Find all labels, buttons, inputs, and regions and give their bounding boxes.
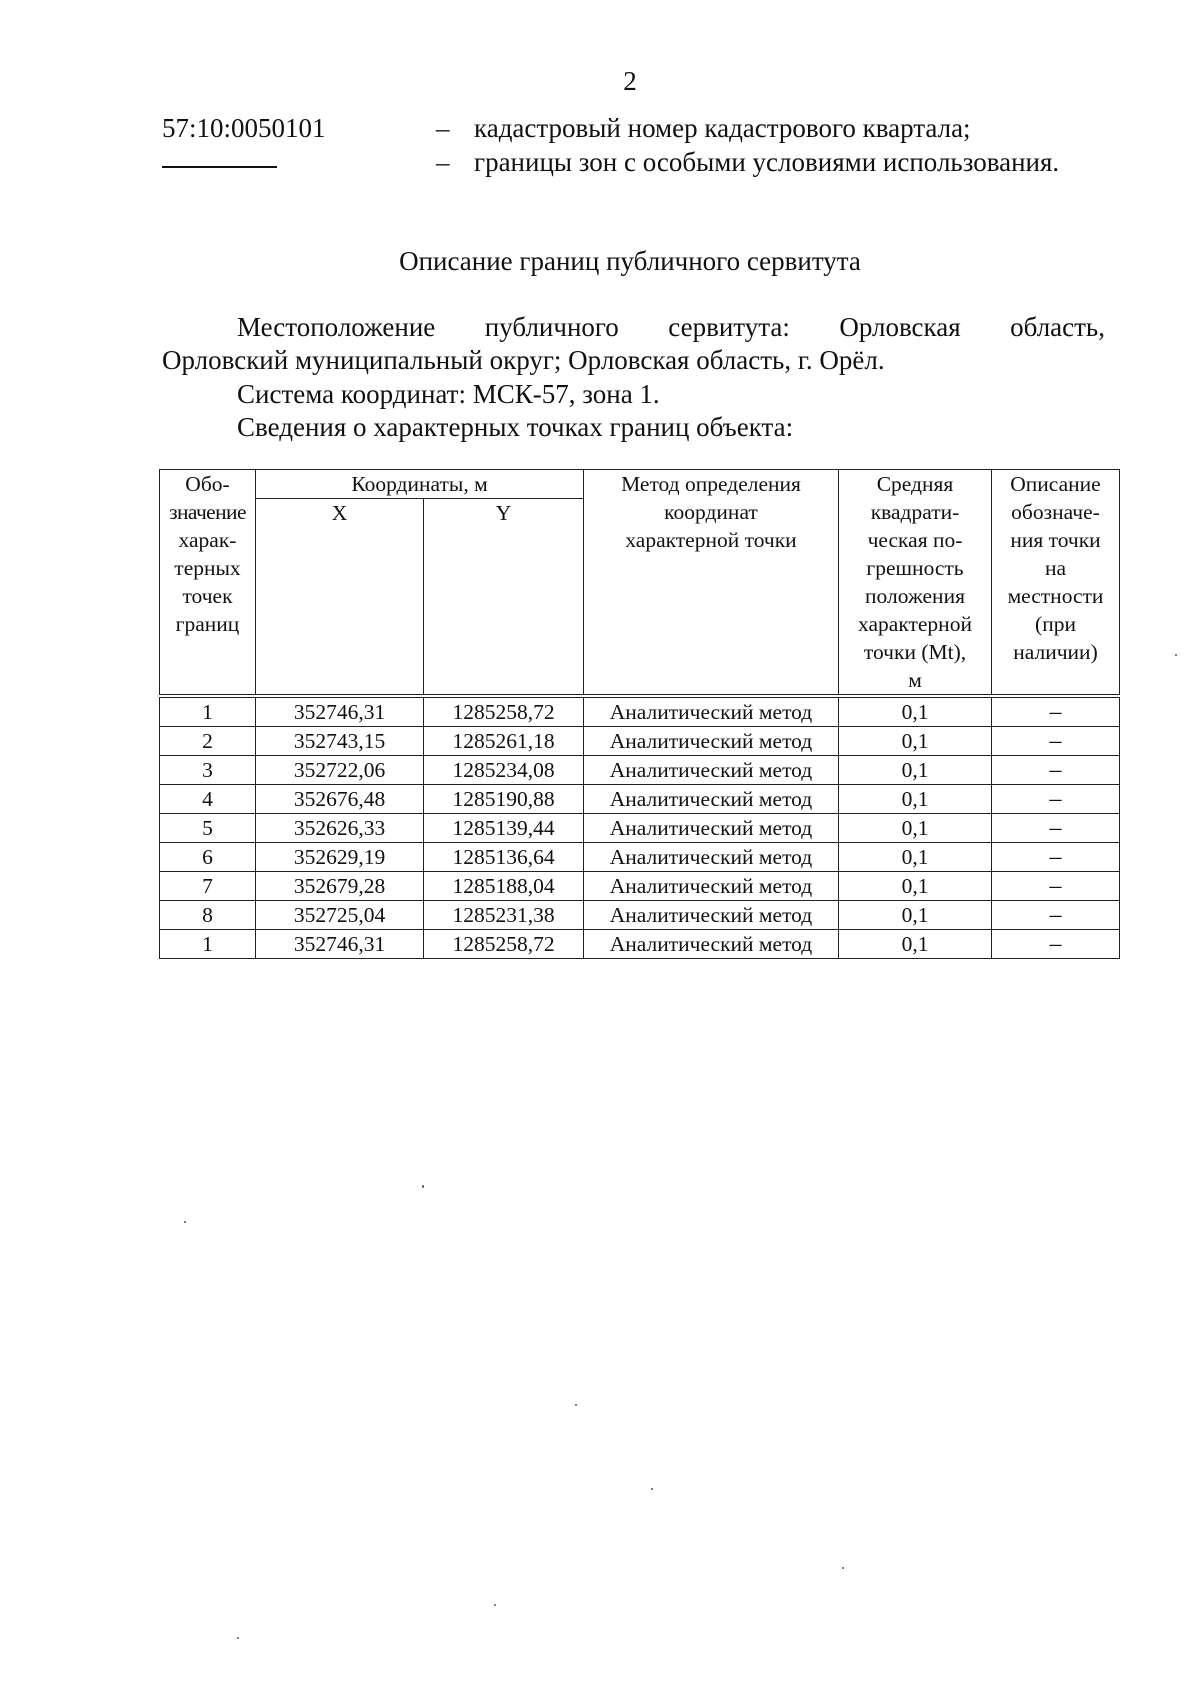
legend-line-symbol <box>162 166 277 168</box>
header-x: X <box>256 499 424 695</box>
point-number: 4 <box>160 785 256 814</box>
table-row <box>160 872 1120 901</box>
coord-y: 1285261,18 <box>424 727 584 756</box>
legend-text: кадастровый номер кадастрового квартала; <box>474 113 971 143</box>
page-number: 2 <box>623 66 637 96</box>
description: – <box>992 756 1120 785</box>
method: Аналитический метод <box>584 727 839 756</box>
description: – <box>992 727 1120 756</box>
description: – <box>992 814 1120 843</box>
header-error: Средняя квадрати- ческая по- грешность положения характерной точки (Mt), м <box>839 470 992 695</box>
header-coordinates: Координаты, м <box>256 470 584 499</box>
coord-x: 352722,06 <box>256 756 424 785</box>
coord-x: 352746,31 <box>256 930 424 959</box>
point-number: 7 <box>160 872 256 901</box>
point-number: 1 <box>160 930 256 959</box>
point-number: 3 <box>160 756 256 785</box>
mt: 0,1 <box>839 901 992 930</box>
scan-speck <box>184 1221 186 1223</box>
point-number: 1 <box>160 698 256 727</box>
header-y: Y <box>424 499 584 695</box>
legend-dash: – <box>436 147 450 177</box>
coord-x: 352679,28 <box>256 872 424 901</box>
mt: 0,1 <box>839 727 992 756</box>
description: – <box>992 843 1120 872</box>
header-description: Описание обозначе- ния точки на местности (при наличии) <box>992 470 1120 695</box>
coord-y: 1285258,72 <box>424 930 584 959</box>
point-number: 2 <box>160 727 256 756</box>
method: Аналитический метод <box>584 814 839 843</box>
boundary-points-table <box>159 469 1120 959</box>
description: – <box>992 698 1120 727</box>
scan-speck <box>575 1404 577 1406</box>
description: – <box>992 872 1120 901</box>
table-row <box>160 785 1120 814</box>
coord-x: 352676,48 <box>256 785 424 814</box>
coord-y: 1285136,64 <box>424 843 584 872</box>
mt: 0,1 <box>839 872 992 901</box>
method: Аналитический метод <box>584 843 839 872</box>
location-paragraph <box>162 311 1105 377</box>
description: – <box>992 930 1120 959</box>
scan-speck <box>494 1604 496 1606</box>
table-row <box>160 930 1120 959</box>
point-number: 8 <box>160 901 256 930</box>
coord-x: 352743,15 <box>256 727 424 756</box>
section-title: Описание границ публичного сервитута <box>399 246 861 276</box>
legend-text: границы зон с особыми условиями использования. <box>474 147 1060 177</box>
description: – <box>992 785 1120 814</box>
mt: 0,1 <box>839 756 992 785</box>
point-number: 6 <box>160 843 256 872</box>
coord-y: 1285190,88 <box>424 785 584 814</box>
table-row <box>160 901 1120 930</box>
coordinate-system: Система координат: МСК-57, зона 1. <box>237 379 660 409</box>
scan-speck <box>237 1637 239 1639</box>
coord-y: 1285234,08 <box>424 756 584 785</box>
cadastral-quarter-number: 57:10:0050101 <box>162 113 326 143</box>
scan-speck <box>422 1185 424 1188</box>
mt: 0,1 <box>839 930 992 959</box>
coord-x: 352746,31 <box>256 698 424 727</box>
coord-y: 1285258,72 <box>424 698 584 727</box>
mt: 0,1 <box>839 698 992 727</box>
location-line-2: Орловский муниципальный округ; Орловская область, г. Орёл. <box>162 345 885 375</box>
table-row <box>160 814 1120 843</box>
scan-speck <box>842 1567 844 1569</box>
legend-dash: – <box>436 113 450 143</box>
location-line-1: Местоположение публичного сервитута: Орловская область, <box>237 312 1105 342</box>
method: Аналитический метод <box>584 698 839 727</box>
header-designation: Обо- значение харак- терных точек границ <box>160 470 256 695</box>
method: Аналитический метод <box>584 872 839 901</box>
table-row <box>160 756 1120 785</box>
point-number: 5 <box>160 814 256 843</box>
coord-y: 1285231,38 <box>424 901 584 930</box>
mt: 0,1 <box>839 843 992 872</box>
coord-x: 352629,19 <box>256 843 424 872</box>
method: Аналитический метод <box>584 756 839 785</box>
description: – <box>992 901 1120 930</box>
table-row <box>160 727 1120 756</box>
coord-x: 352725,04 <box>256 901 424 930</box>
scan-speck <box>651 1488 653 1490</box>
mt: 0,1 <box>839 814 992 843</box>
table-row <box>160 698 1120 727</box>
coord-y: 1285139,44 <box>424 814 584 843</box>
method: Аналитический метод <box>584 785 839 814</box>
points-heading: Сведения о характерных точках границ объекта: <box>237 412 794 442</box>
method: Аналитический метод <box>584 930 839 959</box>
method: Аналитический метод <box>584 901 839 930</box>
coord-x: 352626,33 <box>256 814 424 843</box>
header-method: Метод определения координат характерной точки <box>584 470 839 695</box>
mt: 0,1 <box>839 785 992 814</box>
table-row <box>160 843 1120 872</box>
scan-speck <box>1175 654 1177 656</box>
coord-y: 1285188,04 <box>424 872 584 901</box>
